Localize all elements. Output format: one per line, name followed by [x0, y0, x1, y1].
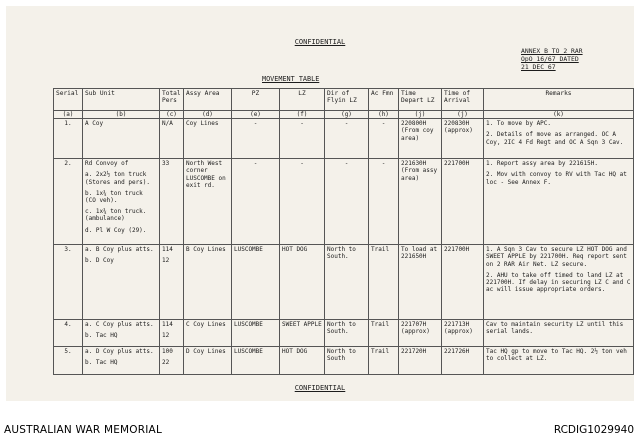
table-row [54, 347, 634, 375]
classification-top: CONFIDENTIAL [294, 38, 346, 46]
remark-item: 2. Mov with convoy to RV with Tac HQ at loc - See Annex F. [486, 171, 627, 186]
time-arrival-cell: 221726H [442, 347, 484, 375]
lz-cell: SWEET APPLE [280, 320, 325, 347]
sub-unit-item: a. C Coy plus atts. [85, 321, 154, 329]
sub-unit-item: c. 1x¾ ton truck. (ambulance) [85, 208, 147, 223]
sub-unit-item: b. Tac HQ [85, 359, 118, 367]
col-letter: (j) [442, 111, 484, 119]
serial-cell: 3. [54, 245, 83, 320]
total-pers-item: 33 [162, 160, 170, 168]
annex-reference [521, 47, 583, 71]
time-depart-cell: 220800H (From coy area) [399, 119, 442, 159]
table-title: MOVEMENT TABLE [262, 75, 320, 83]
col-letter: (h) [369, 111, 399, 119]
classification-bottom: CONFIDENTIAL [294, 384, 346, 392]
col-header: Time Depart LZ [399, 89, 442, 111]
dir-cell: North to South. [325, 245, 369, 320]
ac-fmn-cell: Trail [369, 347, 399, 375]
pz-cell: LUSCOMBE [232, 347, 280, 375]
sub-unit-cell [83, 119, 160, 159]
col-header: Serial [54, 89, 83, 111]
archive-name: AUSTRALIAN WAR MEMORIAL [4, 424, 162, 436]
total-pers-cell [160, 347, 184, 375]
time-depart-cell: 221630H (From assy area) [399, 159, 442, 245]
annex-line: ANNEX B TO 2 RAR [521, 47, 583, 55]
pz-cell: - [232, 159, 280, 245]
total-pers-item: 12 [162, 332, 170, 340]
col-header: Sub Unit [83, 89, 160, 111]
remark-item: 1. Report assy area by 221615H. [486, 160, 598, 168]
serial-cell: 5. [54, 347, 83, 375]
total-pers-item: 12 [162, 257, 170, 265]
time-depart-cell: To load at 221650H [399, 245, 442, 320]
assy-area-cell: C Coy Lines [184, 320, 232, 347]
remark-item: 1. A Sqn 3 Cav to secure LZ HOT DOG and SWEET APPLE by 221700H. Req report sent on 2 RAR Air Net. LZ secure. [486, 246, 627, 268]
table-row [54, 159, 634, 245]
ac-fmn-cell: Trail [369, 320, 399, 347]
assy-area-cell: North West corner LUSCOMBE on exit rd. [184, 159, 232, 245]
serial-cell: 1. [54, 119, 83, 159]
annex-line: OpO 16/67 DATED [521, 55, 579, 63]
record-id: RCDIG1029940 [553, 424, 634, 436]
time-arrival-cell: 221700H [442, 245, 484, 320]
ac-fmn-cell: - [369, 119, 399, 159]
total-pers-item: 22 [162, 359, 170, 367]
total-pers-item: 114 [162, 321, 173, 329]
col-letter: (j) [399, 111, 442, 119]
sub-unit-item: b. 1x¾ ton truck (CO veh). [85, 189, 143, 205]
col-header: Ac Fmn [369, 89, 399, 111]
dir-cell: North to South [325, 347, 369, 375]
sub-unit-item: d. Pl W Coy (29). [85, 226, 147, 234]
remarks-cell [484, 119, 634, 159]
sub-unit-item: a. D Coy plus atts. [85, 348, 154, 356]
col-letter: (g) [325, 111, 369, 119]
remarks-cell [484, 159, 634, 245]
lz-cell: HOT DOG [280, 347, 325, 375]
col-letter: (f) [280, 111, 325, 119]
dir-cell: - [325, 119, 369, 159]
sub-unit-cell [83, 320, 160, 347]
annex-line: 21 DEC 67 [521, 63, 556, 71]
column-letter-row [54, 111, 634, 119]
sub-unit-item: Rd Convoy of [85, 160, 129, 168]
col-letter: (e) [232, 111, 280, 119]
time-arrival-cell: 221713H (approx) [442, 320, 484, 347]
col-header: Remarks [484, 89, 634, 111]
col-letter: (a) [54, 111, 83, 119]
movement-table [53, 88, 634, 375]
ac-fmn-cell: Trail [369, 245, 399, 320]
pz-cell: LUSCOMBE [232, 320, 280, 347]
col-letter: (d) [184, 111, 232, 119]
assy-area-cell: B Coy Lines [184, 245, 232, 320]
time-arrival-cell: 221700H [442, 159, 484, 245]
table-row [54, 119, 634, 159]
remarks-cell [484, 245, 634, 320]
col-letter: (k) [484, 111, 634, 119]
pz-cell: - [232, 119, 280, 159]
sub-unit-item: A Coy [85, 120, 104, 128]
pz-cell: LUSCOMBE [232, 245, 280, 320]
sub-unit-cell [83, 159, 160, 245]
total-pers-item: N/A [162, 120, 173, 128]
remarks-cell [484, 320, 634, 347]
sub-unit-cell [83, 347, 160, 375]
lz-cell: HOT DOG [280, 245, 325, 320]
total-pers-cell [160, 159, 184, 245]
remark-item: Tac HQ gp to move to Tac HQ. 2½ ton veh to collect at LZ. [486, 348, 627, 363]
col-header: Assy Area [184, 89, 232, 111]
sub-unit-item: b. D Coy [85, 257, 114, 265]
lz-cell: - [280, 119, 325, 159]
header-row [54, 89, 634, 111]
col-header: Dir of Flyin LZ [325, 89, 369, 111]
serial-cell: 2. [54, 159, 83, 245]
col-header: PZ [232, 89, 280, 111]
total-pers-item: 114 [162, 246, 173, 254]
col-letter: (b) [83, 111, 160, 119]
dir-cell: - [325, 159, 369, 245]
total-pers-cell [160, 320, 184, 347]
total-pers-cell [160, 245, 184, 320]
assy-area-cell: Coy Lines [184, 119, 232, 159]
time-depart-cell: 221707H (approx) [399, 320, 442, 347]
remark-item: 1. To move by APC. [486, 120, 552, 128]
lz-cell: - [280, 159, 325, 245]
sub-unit-item: b. Tac HQ [85, 332, 118, 340]
total-pers-item: 100 [162, 348, 173, 356]
dir-cell: North to South. [325, 320, 369, 347]
col-header: Total Pers [160, 89, 184, 111]
col-header: LZ [280, 89, 325, 111]
remark-item: 2. AHU to take off timed to land LZ at 221700H. If delay in securing LZ C and C ac will issue appropriate orders. [486, 271, 631, 294]
sub-unit-item: a. B Coy plus atts. [85, 246, 154, 254]
table-row [54, 245, 634, 320]
total-pers-cell [160, 119, 184, 159]
time-depart-cell: 221720H [399, 347, 442, 375]
ac-fmn-cell: - [369, 159, 399, 245]
remark-item: Cav to maintain security LZ until this serial lands. [486, 321, 624, 336]
remark-item: 2. Details of move as arranged. OC A Coy, 2IC 4 Fd Regt and OC A Sqn 3 Cav. [486, 131, 624, 146]
serial-cell: 4. [54, 320, 83, 347]
assy-area-cell: D Coy Lines [184, 347, 232, 375]
col-header: Time of Arrival [442, 89, 484, 111]
sub-unit-item: a. 2x2½ ton truck (Stores and pers). [85, 171, 151, 186]
time-arrival-cell: 220830H (approx) [442, 119, 484, 159]
sub-unit-cell [83, 245, 160, 320]
col-letter: (c) [160, 111, 184, 119]
table-row [54, 320, 634, 347]
remarks-cell [484, 347, 634, 375]
